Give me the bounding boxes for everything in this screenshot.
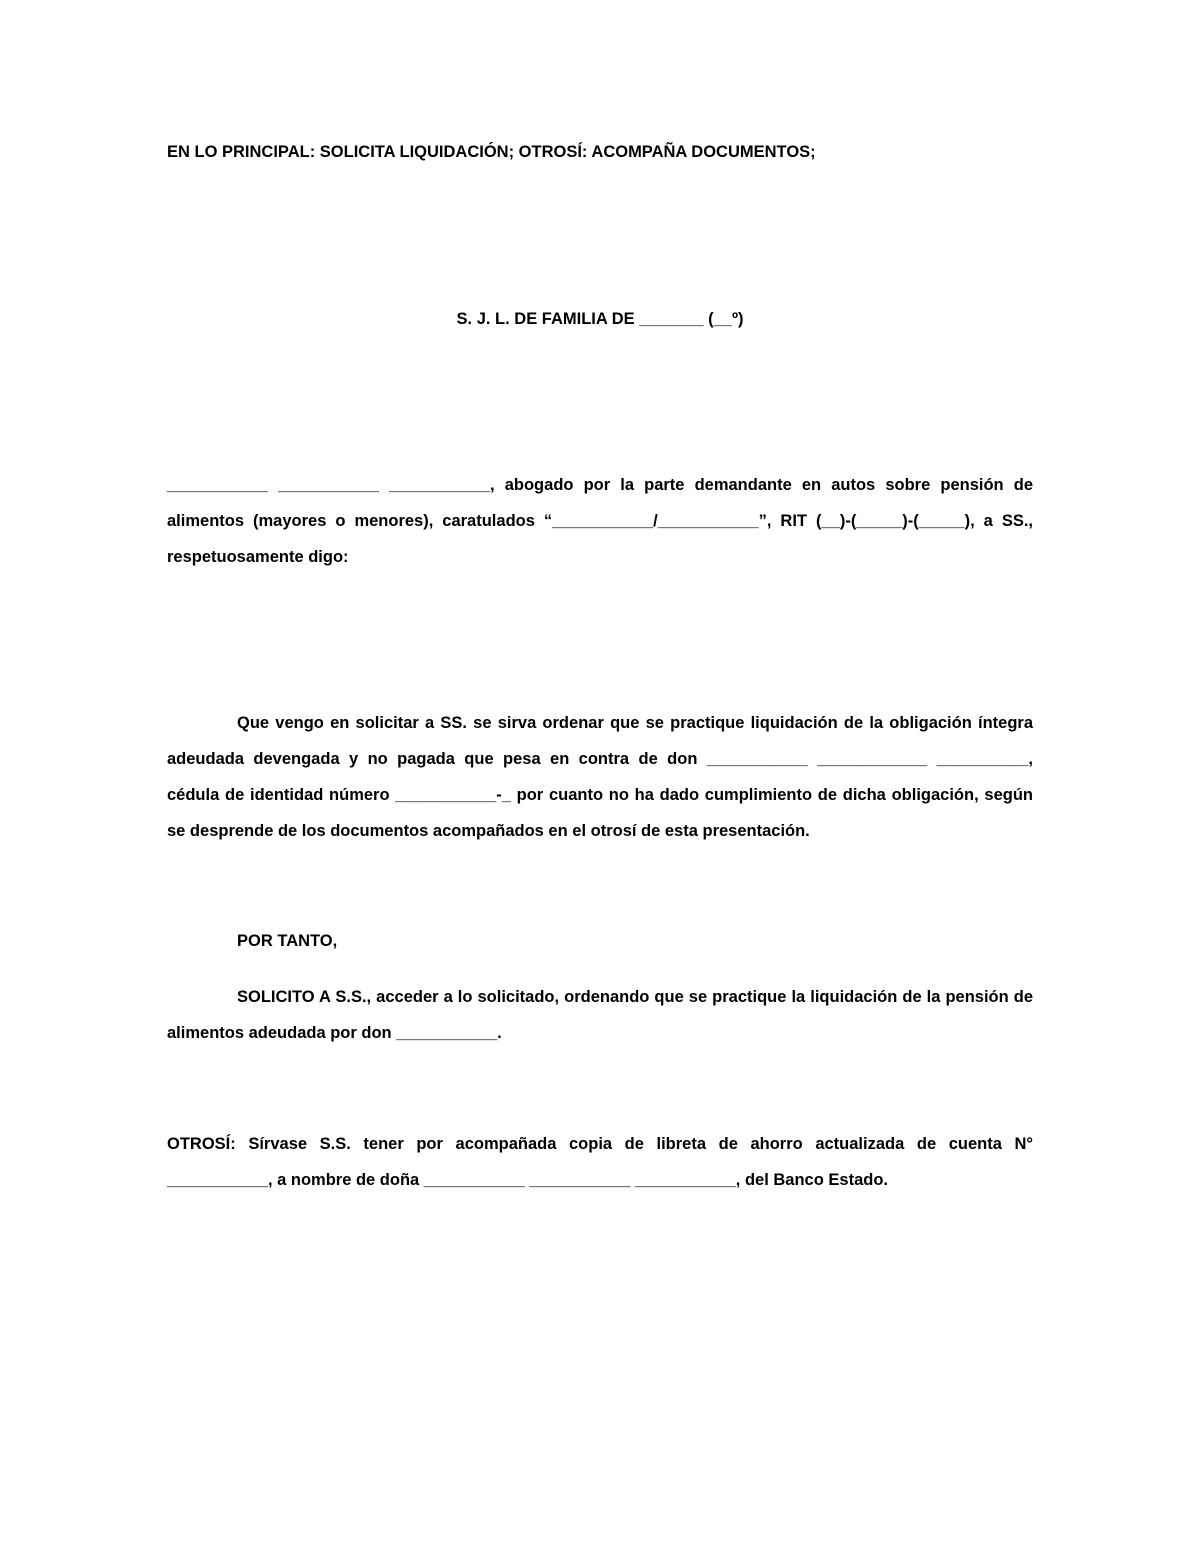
intro-line-2: alimentos (mayores o menores), caratulados “___________/___________”, RIT (__)-(_____)-(_____), a SS., [167,512,1033,530]
request-line-2: adeudada devengada y no pagada que pesa en contra de don ___________ ____________ __________, [167,750,1033,768]
solicito-line-2: alimentos adeudada por don ___________. [167,1024,502,1042]
request-line-3: cédula de identidad número ___________-_ por cuanto no ha dado cumplimiento de dicha obligación, según [167,786,1033,804]
intro-line-3: respetuosamente digo: [167,548,349,566]
document-heading: EN LO PRINCIPAL: SOLICITA LIQUIDACIÓN; OTROSÍ: ACOMPAÑA DOCUMENTOS; [167,143,816,161]
intro-line-1: ___________ ___________ ___________, abogado por la parte demandante en autos sobre pensión de [167,476,1033,494]
request-line-1: Que vengo en solicitar a SS. se sirva ordenar que se practique liquidación de la obligación íntegra [237,714,1033,732]
court-addressee: S. J. L. DE FAMILIA DE _______ (__º) [456,310,744,328]
solicito-line-1: SOLICITO A S.S., acceder a lo solicitado, ordenando que se practique la liquidación de la pensión de [237,988,1033,1006]
por-tanto: POR TANTO, [237,932,338,950]
otrosi-line-2: ___________, a nombre de doña ___________ ___________ ___________, del Banco Estado. [167,1171,888,1189]
otrosi-line-1: OTROSÍ: Sírvase S.S. tener por acompañada copia de libreta de ahorro actualizada de cuenta N° [167,1135,1033,1153]
request-line-4: se desprende de los documentos acompañados en el otrosí de esta presentación. [167,822,810,840]
